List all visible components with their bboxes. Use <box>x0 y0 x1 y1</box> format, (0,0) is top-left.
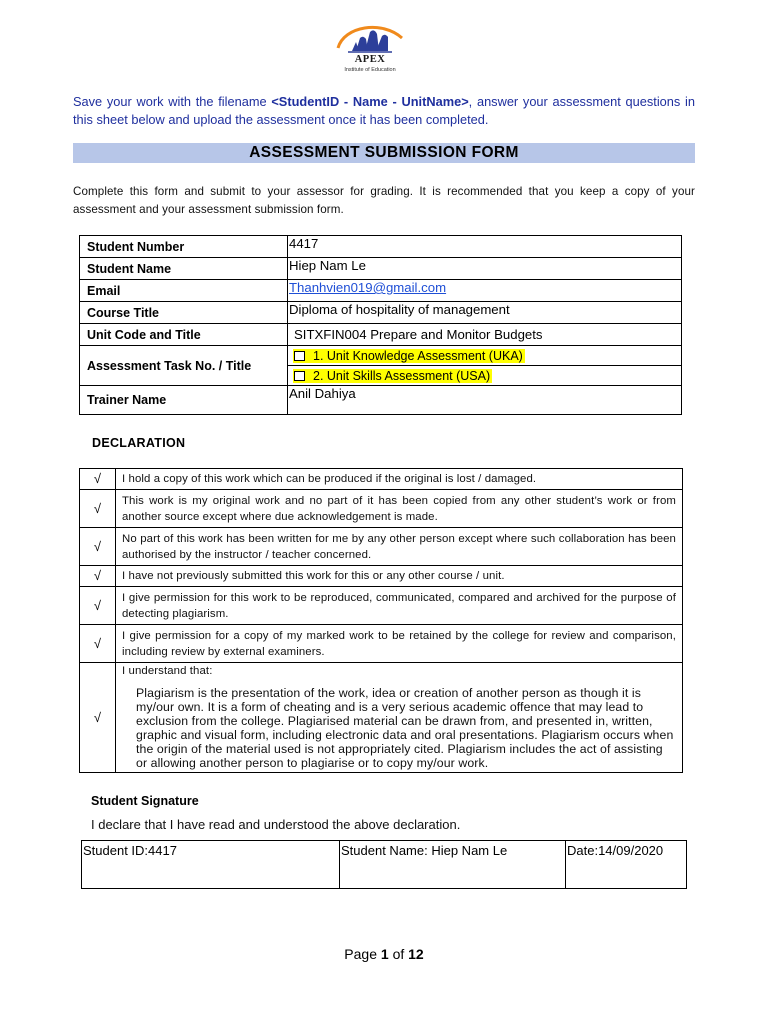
trainer-text: Anil Dahiya <box>289 386 356 401</box>
page-number <box>0 946 768 962</box>
email-label: Email <box>80 280 288 302</box>
declaration-item: No part of this work has been written for me by any other person except where such collaboration has been authorised by the instructor / teacher concerned. <box>116 528 683 566</box>
check-mark: √ <box>80 469 116 490</box>
understand-intro: I understand that: <box>122 665 213 677</box>
task-option-usa[interactable] <box>288 366 681 385</box>
student-info-table <box>79 235 682 415</box>
plagiarism-text: Plagiarism is the presentation of the work, idea or creation of another person as though it is my/our own. It is a form of cheating and is a very serious academic offence that may lead to exclusion from the college. Plagiarised material can be drawn from, and presented in, written, graphic and visual form, including electronic data and oral presentations. Plagiarism occurs when the origin of the material used is not appropriately cited. Plagiarism includes the act of assisting or allowing another person to plagiarise or to copy my/our work. <box>136 686 674 770</box>
intro-text <box>73 93 695 128</box>
logo-subtitle: Institute of Education <box>344 67 396 73</box>
logo-name: APEX <box>354 54 386 65</box>
intro-filename: <StudentID - Name - UnitName> <box>271 94 469 109</box>
trainer-label: Trainer Name <box>80 386 288 415</box>
task-label: Assessment Task No. / Title <box>80 346 288 386</box>
course-title-value[interactable] <box>288 302 682 324</box>
declaration-item: I hold a copy of this work which can be produced if the original is lost / damaged. <box>116 469 683 490</box>
declaration-title: DECLARATION <box>92 436 186 450</box>
row-email <box>80 280 682 302</box>
check-mark: √ <box>80 566 116 587</box>
declaration-row <box>80 587 683 625</box>
check-mark: √ <box>80 625 116 663</box>
signature-declaration: I declare that I have read and understood the above declaration. <box>91 817 461 832</box>
declaration-row-plagiarism <box>80 663 683 773</box>
declaration-item: I give permission for this work to be reproduced, communicated, compared and archived for the purpose of detecting plagiarism. <box>116 587 683 625</box>
opera-house-logo-icon <box>330 18 410 58</box>
checkbox-uka[interactable] <box>294 351 305 361</box>
page-current: 1 <box>380 946 389 962</box>
declaration-row <box>80 625 683 663</box>
signature-date[interactable]: Date:14/09/2020 <box>566 841 687 889</box>
student-number-label: Student Number <box>80 236 288 258</box>
declaration-table <box>79 468 683 773</box>
row-task <box>80 346 682 386</box>
declaration-item: I have not previously submitted this work for this or any other course / unit. <box>116 566 683 587</box>
declaration-row <box>80 490 683 528</box>
intro-pre: Save your work with the filename <box>73 94 272 109</box>
check-mark: √ <box>80 663 116 773</box>
apex-logo <box>330 18 410 80</box>
row-unit <box>80 324 682 346</box>
declaration-row <box>80 528 683 566</box>
plagiarism-cell <box>116 663 683 773</box>
course-title-label: Course Title <box>80 302 288 324</box>
signature-title: Student Signature <box>91 794 199 808</box>
student-number-value[interactable] <box>288 236 682 258</box>
row-trainer <box>80 386 682 415</box>
form-instructions: Complete this form and submit to your assessor for grading. It is recommended that you keep a copy of your assessment and your assessment submission form. <box>73 185 695 216</box>
unit-text: SITXFIN004 Prepare and Monitor Budgets <box>294 327 543 342</box>
checkbox-usa[interactable] <box>294 371 305 381</box>
page-of: of <box>392 946 405 962</box>
email-link[interactable]: Thanhvien019@gmail.com <box>289 280 447 295</box>
check-mark: √ <box>80 587 116 625</box>
intro-post: , answer your assessment questions in this sheet below and upload the assessment once it has been completed. <box>73 94 695 127</box>
row-student-number <box>80 236 682 258</box>
student-number-text: 4417 <box>289 236 319 251</box>
row-student-name <box>80 258 682 280</box>
page-label: Page <box>344 946 377 962</box>
unit-value[interactable] <box>288 324 682 346</box>
form-title: ASSESSMENT SUBMISSION FORM <box>73 143 695 163</box>
signature-table <box>81 840 687 889</box>
course-title-text: Diploma of hospitality of management <box>289 302 510 317</box>
check-mark: √ <box>80 528 116 566</box>
task-options <box>288 346 682 386</box>
signature-student-name[interactable]: Student Name: Hiep Nam Le <box>340 841 566 889</box>
check-mark: √ <box>80 490 116 528</box>
declaration-row <box>80 566 683 587</box>
page-total: 12 <box>408 946 424 962</box>
email-value[interactable] <box>288 280 682 302</box>
task-option-usa-label: 2. Unit Skills Assessment (USA) <box>313 368 491 383</box>
task-option-uka[interactable] <box>288 346 681 366</box>
trainer-value[interactable] <box>288 386 682 415</box>
declaration-row <box>80 469 683 490</box>
signature-student-id[interactable]: Student ID:4417 <box>82 841 340 889</box>
declaration-item: I give permission for a copy of my marked work to be retained by the college for review and comparison, including review by external examiners. <box>116 625 683 663</box>
task-option-uka-label: 1. Unit Knowledge Assessment (UKA) <box>313 348 523 363</box>
student-name-label: Student Name <box>80 258 288 280</box>
row-course-title <box>80 302 682 324</box>
declaration-item: This work is my original work and no part of it has been copied from any other student’s work or from another source except where due acknowledgement is made. <box>116 490 683 528</box>
student-name-value[interactable] <box>288 258 682 280</box>
student-name-text: Hiep Nam Le <box>289 258 366 273</box>
unit-label: Unit Code and Title <box>80 324 288 346</box>
